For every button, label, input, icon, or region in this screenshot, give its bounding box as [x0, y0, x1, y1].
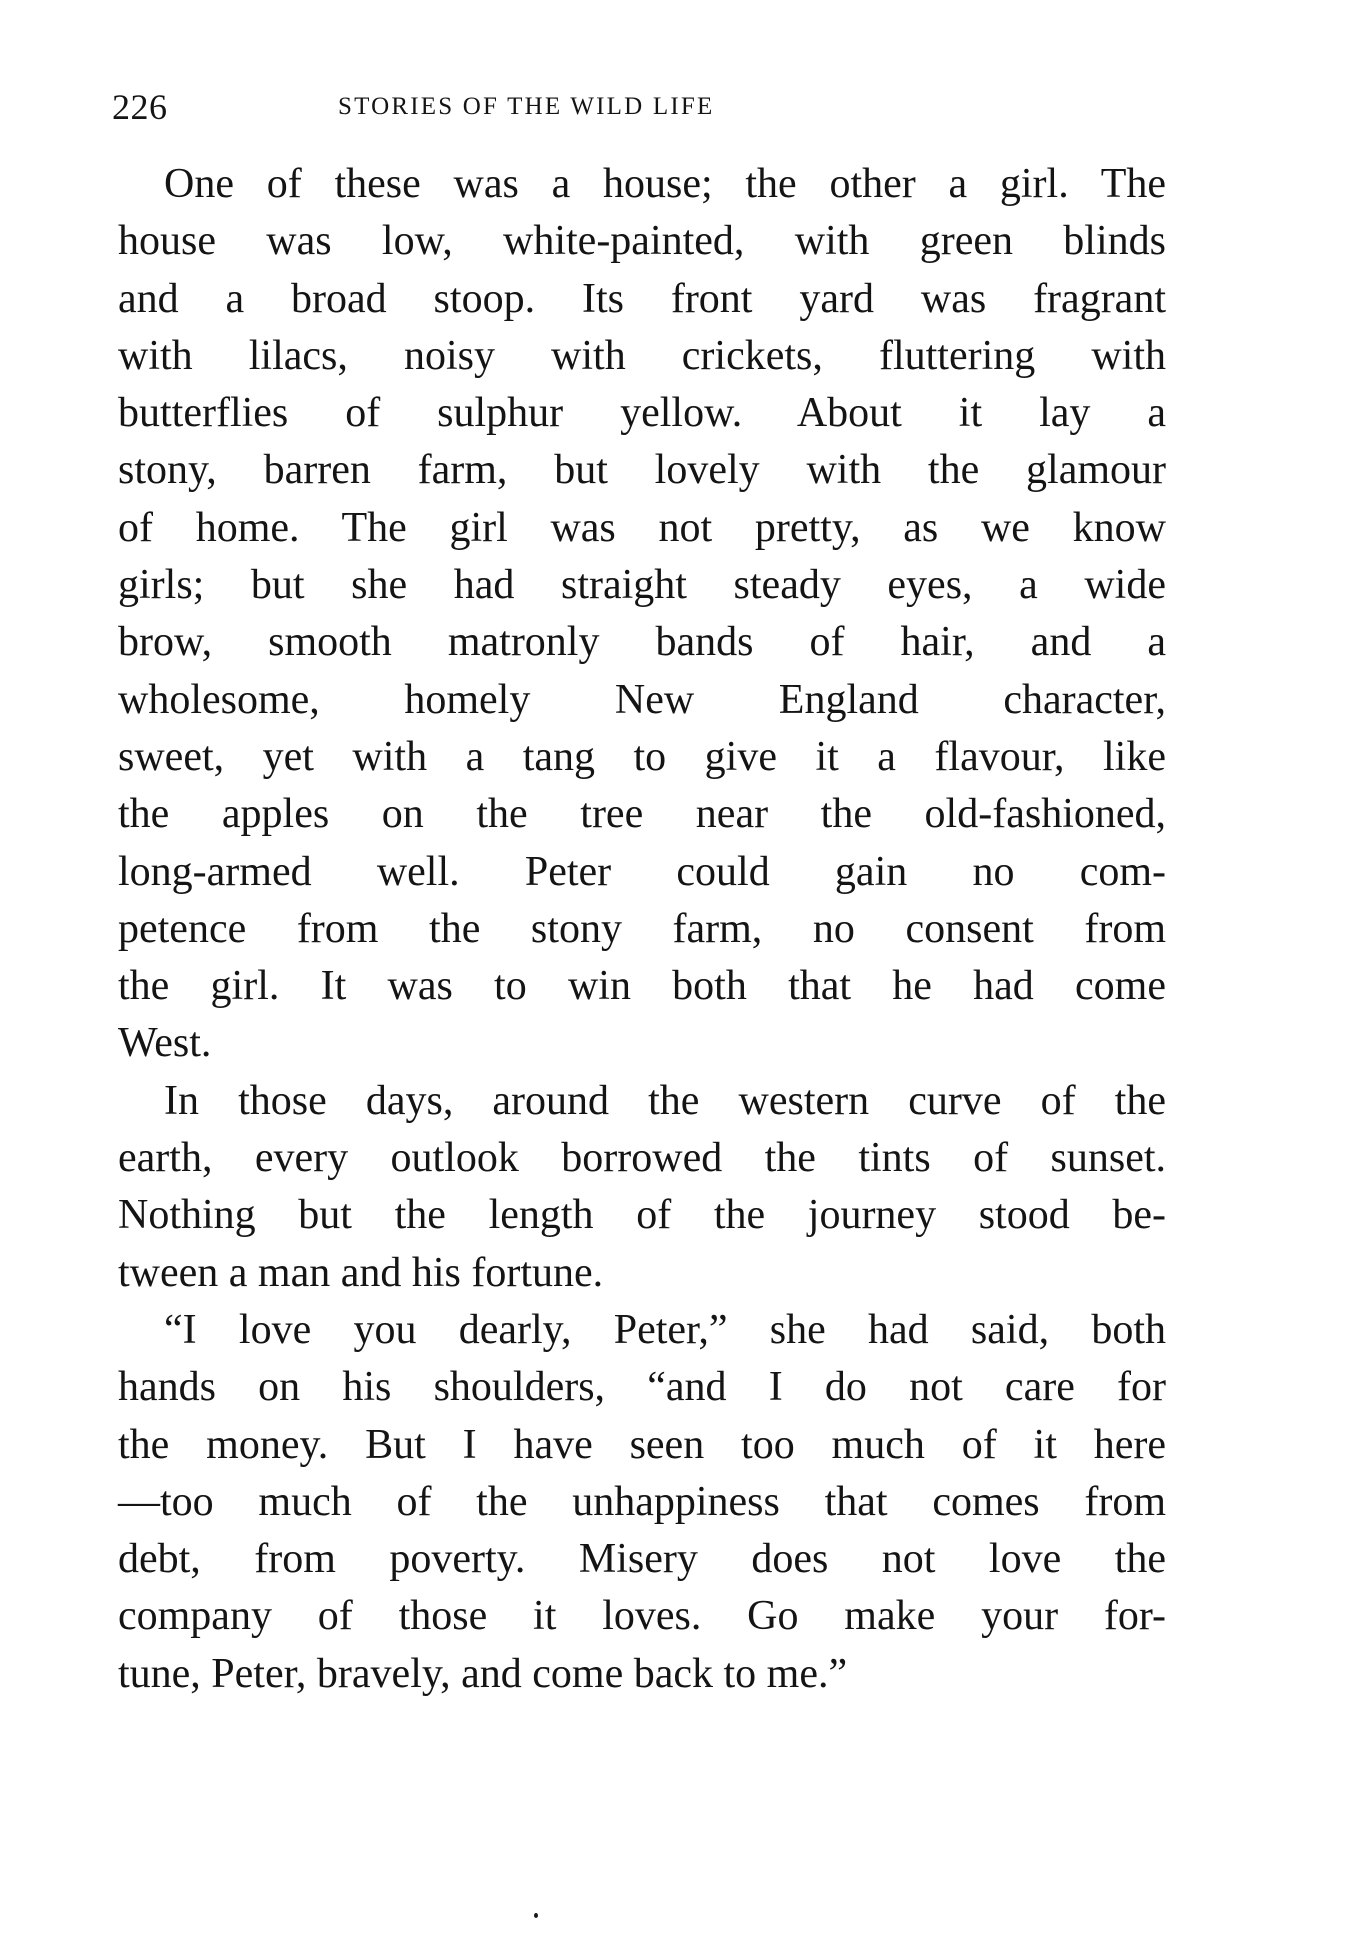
text-line: tune, Peter, bravely, and come back to me.” [118, 1650, 848, 1697]
text-line: —too much of the unhappiness that comes from [118, 1478, 1166, 1525]
text-line: the apples on the tree near the old-fashioned, [118, 791, 1166, 838]
text-line: wholesome, homely New England character, [118, 676, 1166, 723]
text-line: West. [118, 1020, 212, 1067]
text-line: brow, smooth matronly bands of hair, and a [118, 619, 1166, 666]
text-line: the girl. It was to win both that he had come [118, 963, 1166, 1010]
text-line: and a broad stoop. Its front yard was fragrant [118, 275, 1166, 322]
text-line: stony, barren farm, but lovely with the glamour [118, 447, 1166, 494]
text-line: sweet, yet with a tang to give it a flavour, like [118, 733, 1166, 780]
text-line: company of those it loves. Go make your for- [118, 1593, 1166, 1640]
page-number: 226 [112, 87, 168, 127]
text-line: Nothing but the length of the journey stood be- [118, 1192, 1166, 1239]
text-line: long-armed well. Peter could gain no com- [118, 848, 1166, 895]
running-header [112, 82, 1176, 132]
text-line: of home. The girl was not pretty, as we know [118, 504, 1166, 551]
text-line: In those days, around the western curve of the [164, 1077, 1166, 1124]
text-line: “I love you dearly, Peter,” she had said, both [164, 1306, 1166, 1353]
body-text [118, 156, 1166, 1703]
paragraph-1 [118, 156, 1166, 1073]
text-line: hands on his shoulders, “and I do not care for [118, 1364, 1166, 1411]
text-line: earth, every outlook borrowed the tints of sunset. [118, 1135, 1166, 1182]
text-line: with lilacs, noisy with crickets, fluttering with [118, 332, 1166, 379]
text-line: girls; but she had straight steady eyes, a wide [118, 562, 1166, 609]
ink-speck [534, 1913, 538, 1918]
running-title: STORIES OF THE WILD LIFE [338, 93, 715, 120]
paragraph-3 [118, 1302, 1166, 1703]
paragraph-2 [118, 1073, 1166, 1302]
text-line: butterflies of sulphur yellow. About it lay a [118, 390, 1166, 437]
text-line: house was low, white-painted, with green blinds [118, 218, 1166, 265]
text-line: petence from the stony farm, no consent from [118, 905, 1166, 952]
text-line: the money. But I have seen too much of it here [118, 1421, 1166, 1468]
text-line: One of these was a house; the other a girl. The [164, 161, 1166, 207]
text-line: debt, from poverty. Misery does not love the [118, 1536, 1166, 1583]
text-line: tween a man and his fortune. [118, 1249, 604, 1296]
